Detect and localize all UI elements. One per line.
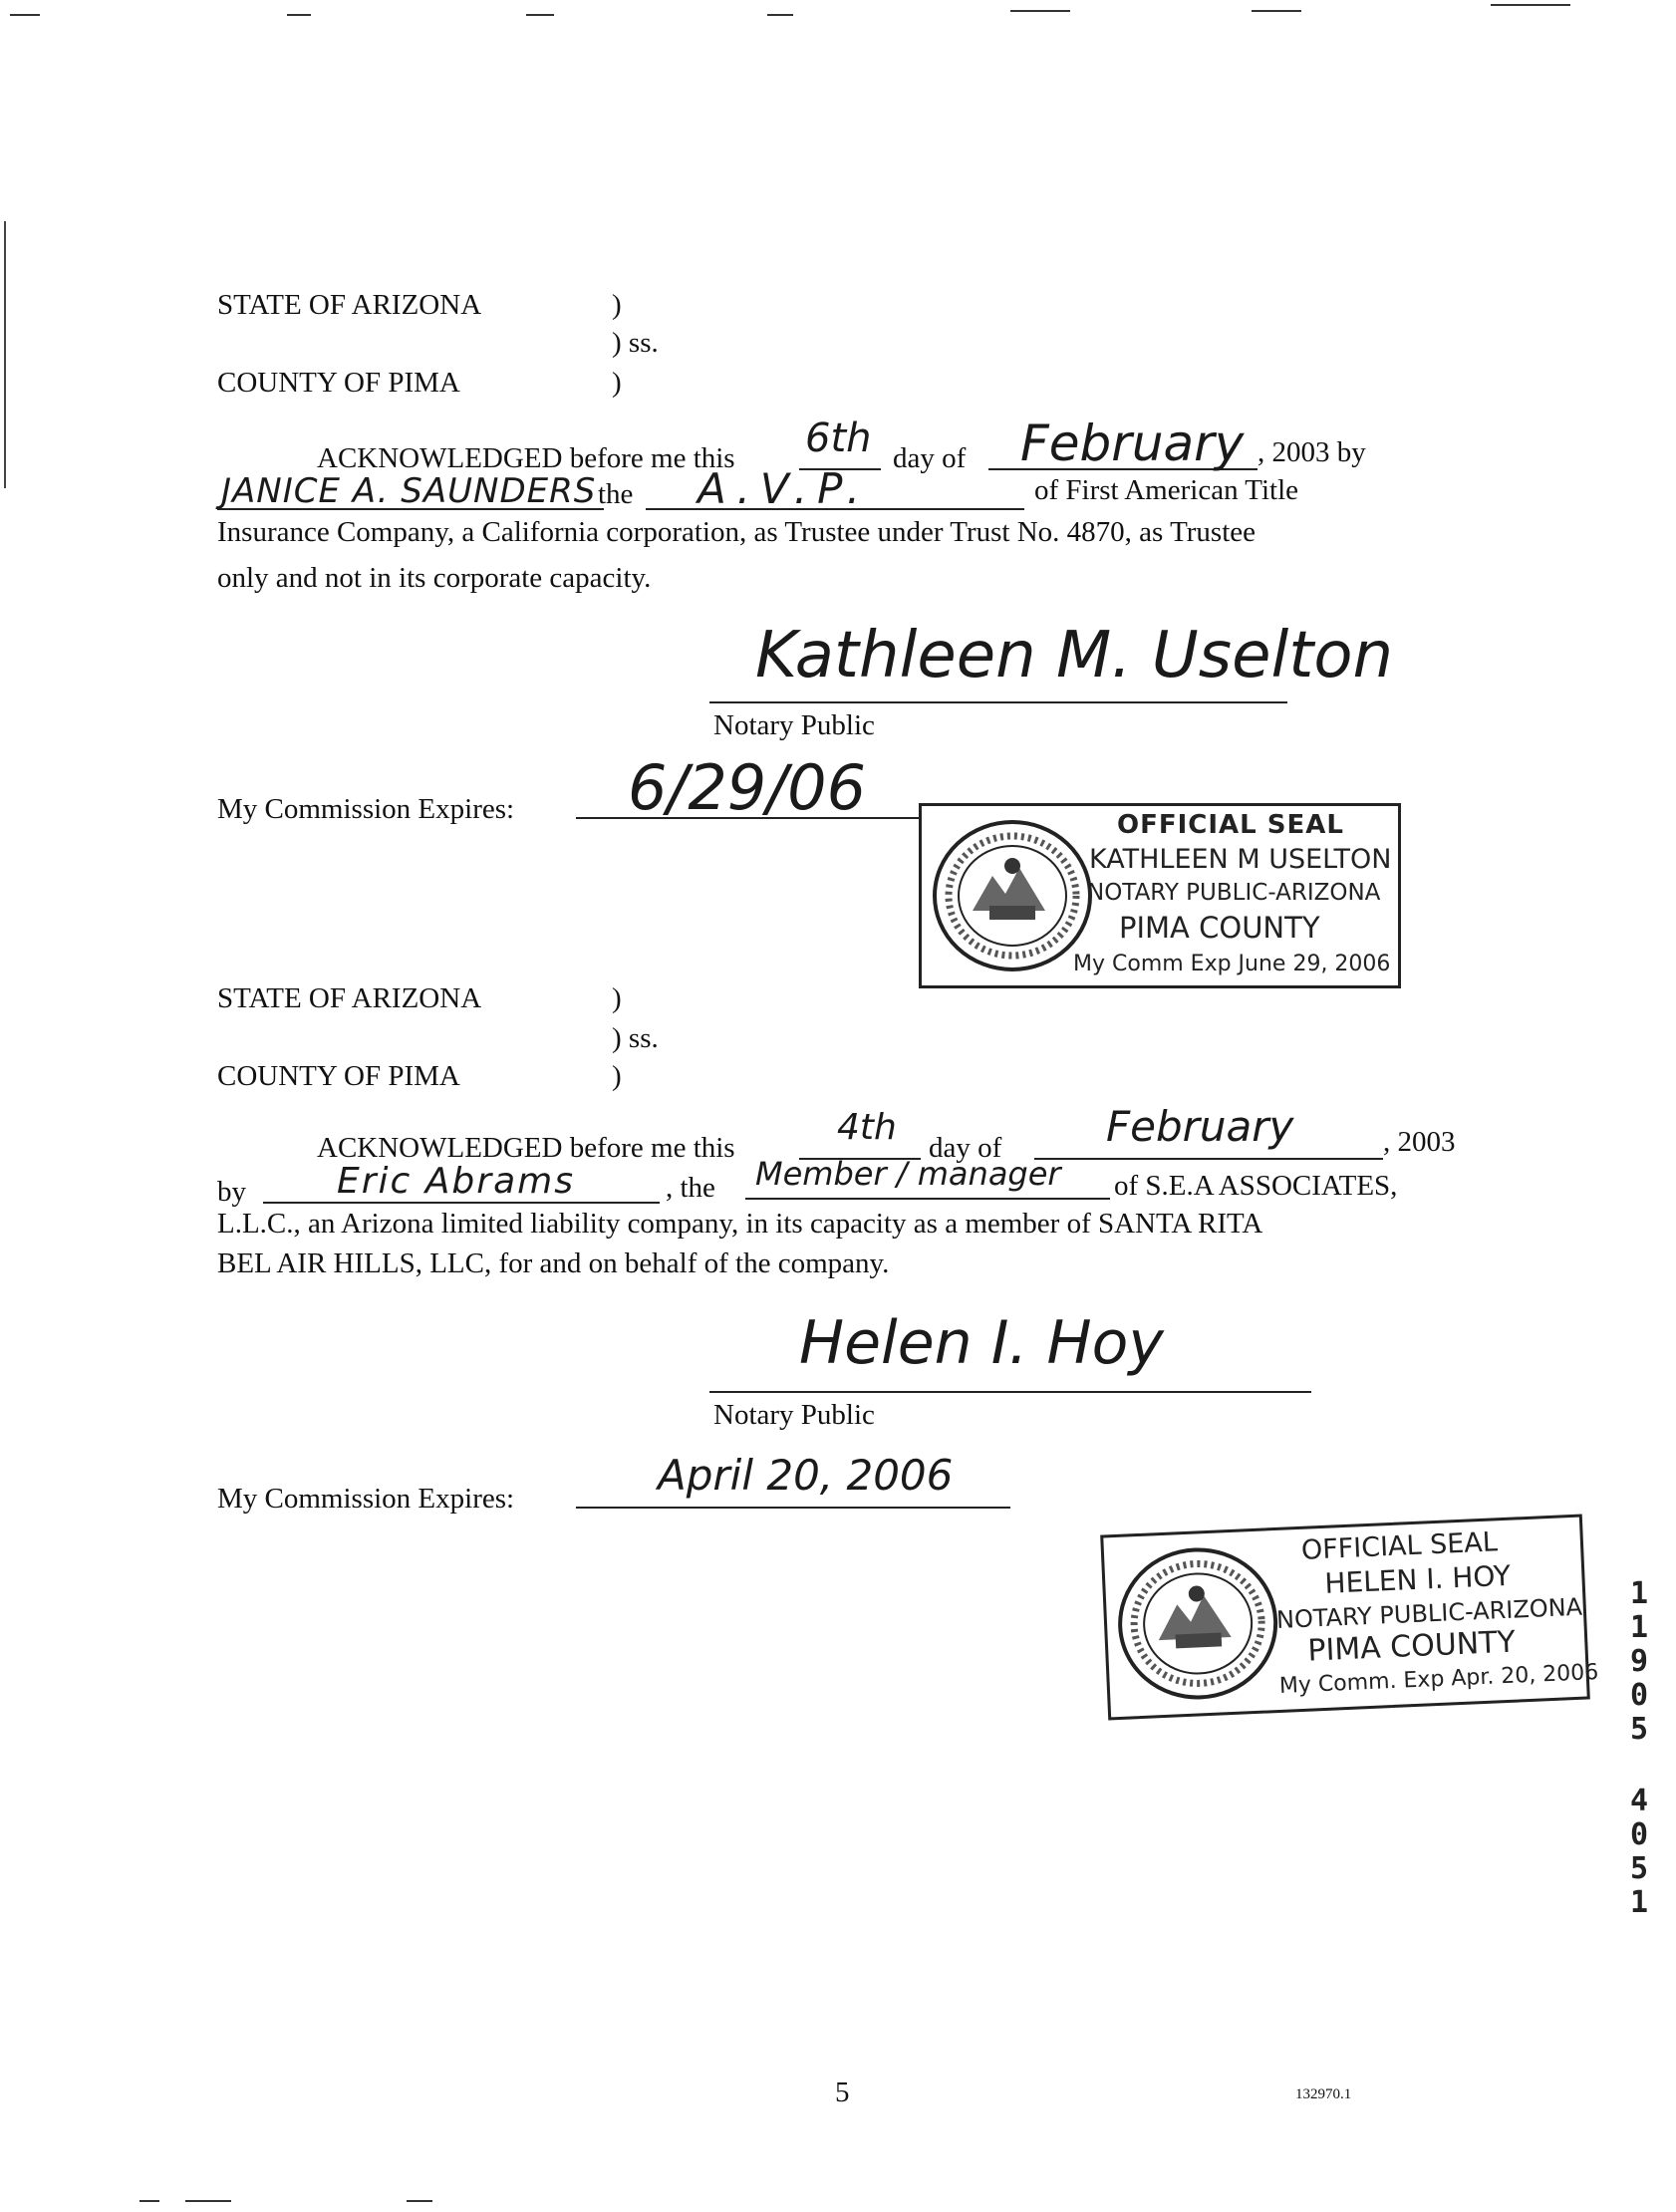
the-text: the — [598, 478, 634, 510]
page-number: 5 — [835, 2076, 850, 2108]
the-text: , the — [666, 1172, 715, 1204]
bates-digit: 1 — [1629, 1885, 1649, 1920]
commission-label: My Commission Expires: — [217, 1483, 515, 1515]
day-of-text: day of — [929, 1132, 1002, 1164]
bates-digit: 4 — [1629, 1784, 1649, 1818]
state-seal-icon — [1110, 1540, 1286, 1707]
notary-seal-stamp — [919, 803, 1401, 988]
paren: ) — [612, 367, 622, 399]
ss-mark: ) ss. — [612, 1022, 659, 1054]
seal-title: OFFICIAL SEAL — [1300, 1526, 1499, 1566]
scan-mark — [1252, 10, 1301, 12]
seal-county: PIMA COUNTY — [1119, 911, 1320, 945]
notary-signature: Kathleen M. Uselton — [755, 619, 1394, 692]
body-line: L.L.C., an Arizona limited liability company, in its capacity as a member of SANTA RITA — [217, 1208, 1263, 1240]
body-line: only and not in its corporate capacity. — [217, 562, 652, 594]
handwritten-month: February — [1106, 1102, 1294, 1151]
year-by-text: , 2003 by — [1257, 436, 1366, 468]
scan-mark — [140, 2200, 159, 2202]
title-blank — [745, 1198, 1110, 1200]
scan-mark — [287, 14, 311, 16]
ack-text: ACKNOWLEDGED before me this — [317, 442, 735, 474]
handwritten-name: Eric Abrams — [337, 1161, 575, 1202]
ss-mark: ) ss. — [612, 327, 659, 359]
seal-title: OFFICIAL SEAL — [1117, 810, 1344, 840]
commission-label: My Commission Expires: — [217, 793, 515, 825]
scan-mark — [526, 14, 554, 16]
paren: ) — [612, 289, 622, 321]
by-text: by — [217, 1176, 246, 1208]
seal-expiration: My Comm. Exp Apr. 20, 2006 — [1278, 1659, 1599, 1699]
body-line: Insurance Company, a California corporation, as Trustee under Trust No. 4870, as Trustee — [217, 516, 1257, 548]
commission-blank — [576, 1507, 1010, 1509]
bates-digit: 1 — [1629, 1610, 1649, 1645]
body-line: BEL AIR HILLS, LLC, for and on behalf of the company. — [217, 1247, 890, 1279]
handwritten-day: 4th — [837, 1107, 897, 1148]
seal-name: HELEN I. HOY — [1323, 1558, 1512, 1600]
company-text: of First American Title — [1034, 474, 1299, 506]
seal-expiration: My Comm Exp June 29, 2006 — [1073, 952, 1391, 976]
seal-office: NOTARY PUBLIC-ARIZONA — [1275, 1592, 1583, 1634]
state-seal-icon — [928, 816, 1097, 975]
bates-digit: 5 — [1629, 1712, 1649, 1747]
county-heading: COUNTY OF PIMA — [217, 1060, 460, 1092]
handwritten-expiration: April 20, 2006 — [658, 1451, 954, 1500]
bates-digit: 9 — [1629, 1644, 1649, 1679]
day-of-text: day of — [893, 442, 967, 474]
month-blank — [1034, 1158, 1383, 1160]
bates-digit: 0 — [1629, 1817, 1649, 1852]
scan-mark — [407, 2200, 432, 2202]
document-id: 132970.1 — [1295, 2086, 1352, 2102]
scan-mark — [185, 2200, 231, 2202]
notary-label: Notary Public — [713, 1399, 875, 1431]
scan-mark — [767, 14, 793, 16]
scan-mark — [1010, 10, 1070, 12]
state-heading: STATE OF ARIZONA — [217, 982, 482, 1014]
notary-seal-stamp — [1100, 1515, 1599, 1721]
state-heading: STATE OF ARIZONA — [217, 289, 482, 321]
year-text: , 2003 — [1383, 1126, 1456, 1158]
scan-mark — [10, 14, 40, 16]
ack-text: ACKNOWLEDGED before me this — [317, 1132, 735, 1164]
county-heading: COUNTY OF PIMA — [217, 367, 460, 399]
handwritten-name: JANICE A. SAUNDERS — [221, 471, 597, 511]
scan-edge-line — [4, 221, 6, 488]
signature-line — [709, 701, 1287, 703]
paren: ) — [612, 982, 622, 1014]
scan-mark — [1491, 4, 1570, 6]
handwritten-expiration: 6/29/06 — [628, 751, 867, 824]
notary-label: Notary Public — [713, 709, 875, 741]
handwritten-month: February — [1020, 415, 1245, 472]
handwritten-day: 6th — [805, 415, 872, 461]
seal-county: PIMA COUNTY — [1306, 1624, 1517, 1669]
paren: ) — [612, 1060, 622, 1092]
notary-signature: Helen I. Hoy — [799, 1308, 1164, 1378]
seal-name: KATHLEEN M USELTON — [1089, 844, 1392, 875]
bates-digit: 5 — [1629, 1851, 1649, 1886]
seal-office: NOTARY PUBLIC-ARIZONA — [1087, 880, 1381, 906]
bates-digit: 0 — [1629, 1678, 1649, 1713]
company-text: of S.E.A ASSOCIATES, — [1114, 1170, 1398, 1202]
name-blank — [263, 1202, 660, 1204]
signature-line — [709, 1391, 1311, 1393]
bates-digit: 1 — [1629, 1576, 1649, 1611]
handwritten-title: Member / manager — [755, 1155, 1061, 1193]
handwritten-title: A.V.P. — [698, 464, 871, 513]
